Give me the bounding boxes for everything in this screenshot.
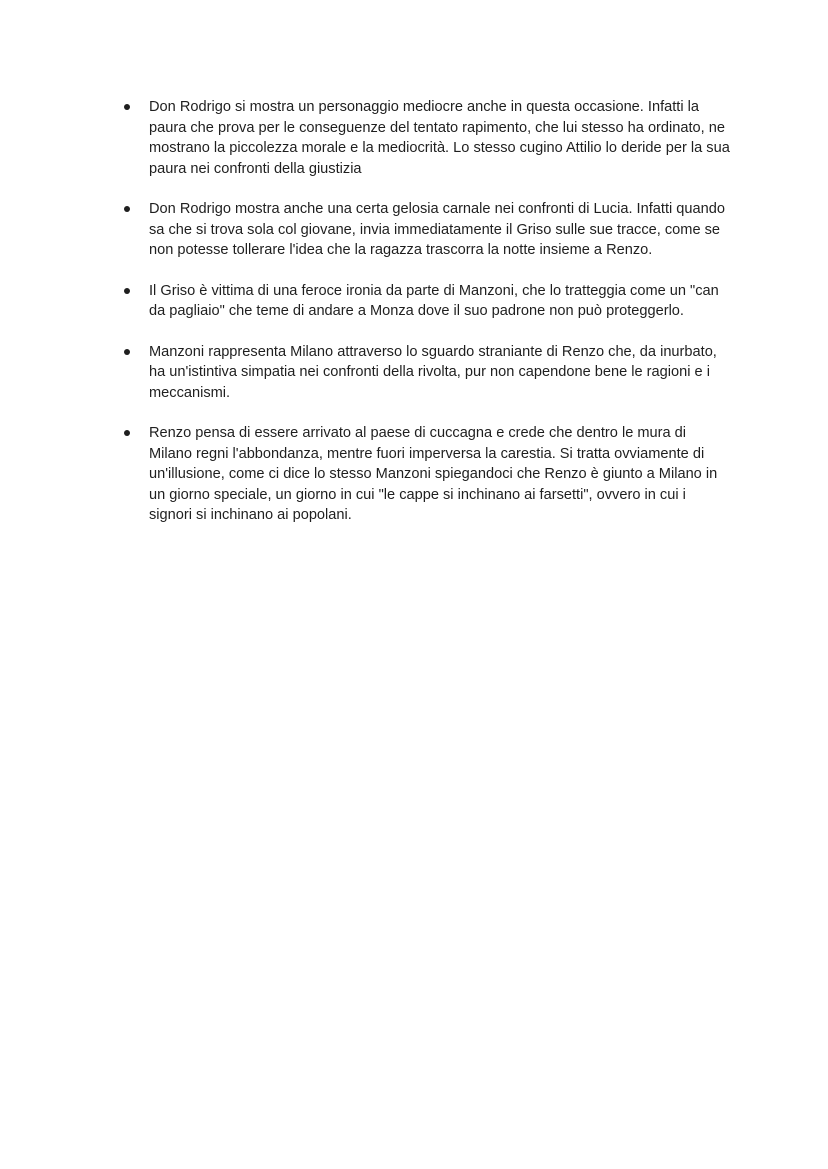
list-item: [122, 342, 732, 404]
bullet-icon: [124, 206, 130, 212]
bullet-list: [122, 97, 732, 546]
bullet-icon: [124, 430, 130, 436]
bullet-text: Renzo pensa di essere arrivato al paese di cuccagna e crede che dentro le mura di Milano regni l'abbondanza, mentre fuori imperversa la carestia. Si tratta ovviamente di un'illusione, come ci dice lo stesso Manzoni spiegandoci che Renzo è giunto a Milano in un giorno speciale, un giorno in cui "le cappe si inchinano ai farsetti", ovvero in cui i signori si inchinano ai popolani.: [149, 425, 718, 523]
bullet-text: Il Griso è vittima di una feroce ironia da parte di Manzoni, che lo tratteggia come un "can da pagliaio" che teme di andare a Monza dove il suo padrone non può proteggerlo.: [149, 282, 719, 319]
bullet-text: Don Rodrigo si mostra un personaggio mediocre anche in questa occasione. Infatti la paura che prova per le conseguenze del tentato rapimento, che lui stesso ha ordinato, ne mostrano la piccolezza morale e la mediocrità. Lo stesso cugino Attilio lo deride per la sua paura nei confronti della giustizia: [149, 99, 730, 177]
list-item: [122, 281, 732, 322]
bullet-icon: [124, 104, 130, 110]
list-item: [122, 199, 732, 261]
bullet-text: Manzoni rappresenta Milano attraverso lo sguardo straniante di Renzo che, da inurbato, ha un'istintiva simpatia nei confronti della rivolta, pur non capendone bene le ragioni e i meccanismi.: [149, 343, 717, 401]
bullet-icon: [124, 288, 130, 294]
list-item: [122, 423, 732, 526]
list-item: [122, 97, 732, 179]
bullet-icon: [124, 349, 130, 355]
bullet-text: Don Rodrigo mostra anche una certa gelosia carnale nei confronti di Lucia. Infatti quando sa che si trova sola col giovane, invia immediatamente il Griso sulle sue tracce, come se non potesse tollerare l'idea che la ragazza trascorra la notte insieme a Renzo.: [149, 201, 725, 258]
